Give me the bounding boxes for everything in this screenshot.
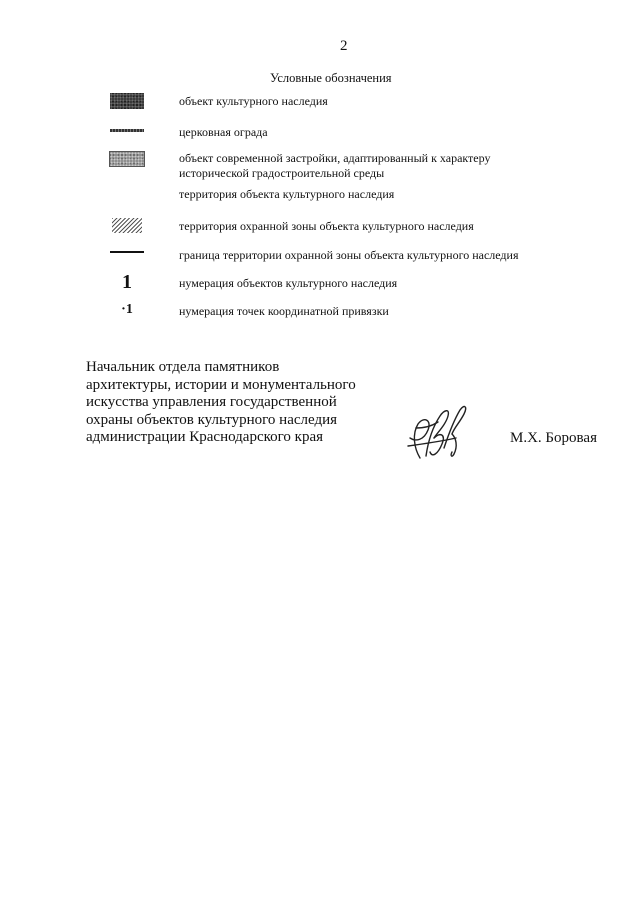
number-icon: [105, 272, 149, 292]
point-number-icon: [105, 301, 149, 319]
gray-block-icon: [105, 150, 149, 168]
legend-label: нумерация объектов культурного наследия: [179, 276, 398, 290]
legend-row-point-numbering: [0, 301, 640, 319]
legend-row-zone-boundary: [0, 246, 640, 262]
position-line: архитектуры, истории и монументального: [86, 376, 356, 393]
fence-line-icon: [105, 123, 149, 137]
position-line: администрации Краснодарского края: [86, 429, 324, 445]
legend-label: территория охранной зоны объекта культурного наследия: [179, 219, 474, 233]
position-line: Начальник отдела памятников: [86, 359, 280, 375]
legend-title: Условные обозначения: [270, 71, 392, 85]
legend-label: объект культурного наследия: [179, 94, 328, 108]
legend-row-modern-building: [0, 150, 640, 182]
legend-row-cultural-object: [0, 92, 640, 110]
point-number-symbol: ·1: [121, 302, 133, 317]
signatory-position: [86, 359, 356, 447]
legend-label-line2: исторической градостроительной среды: [179, 166, 385, 180]
legend-row-object-numbering: [0, 272, 640, 292]
legend-label: нумерация точек координатной привязки: [179, 304, 389, 318]
signer-name: М.Х. Боровая: [510, 430, 597, 446]
position-line: искусства управления государственной: [86, 394, 337, 410]
handwritten-signature-icon: [398, 398, 476, 470]
number-symbol: 1: [122, 271, 132, 293]
dark-block-icon: [105, 92, 149, 110]
legend-label: граница территории охранной зоны объекта культурного наследия: [179, 248, 519, 262]
solid-line-icon: [105, 246, 149, 258]
position-line: охраны объектов культурного наследия: [86, 411, 338, 428]
legend-label-line1: объект современной застройки, адаптированный к характеру: [179, 151, 491, 165]
legend-row-church-fence: [0, 123, 640, 139]
hatch-icon: [105, 215, 149, 235]
legend-label: церковная ограда: [179, 125, 268, 139]
legend-row-protection-zone: [0, 215, 640, 235]
legend-row-heritage-territory: [0, 185, 640, 201]
legend-label: территория объекта культурного наследия: [179, 187, 395, 201]
page-number: 2: [340, 38, 348, 54]
